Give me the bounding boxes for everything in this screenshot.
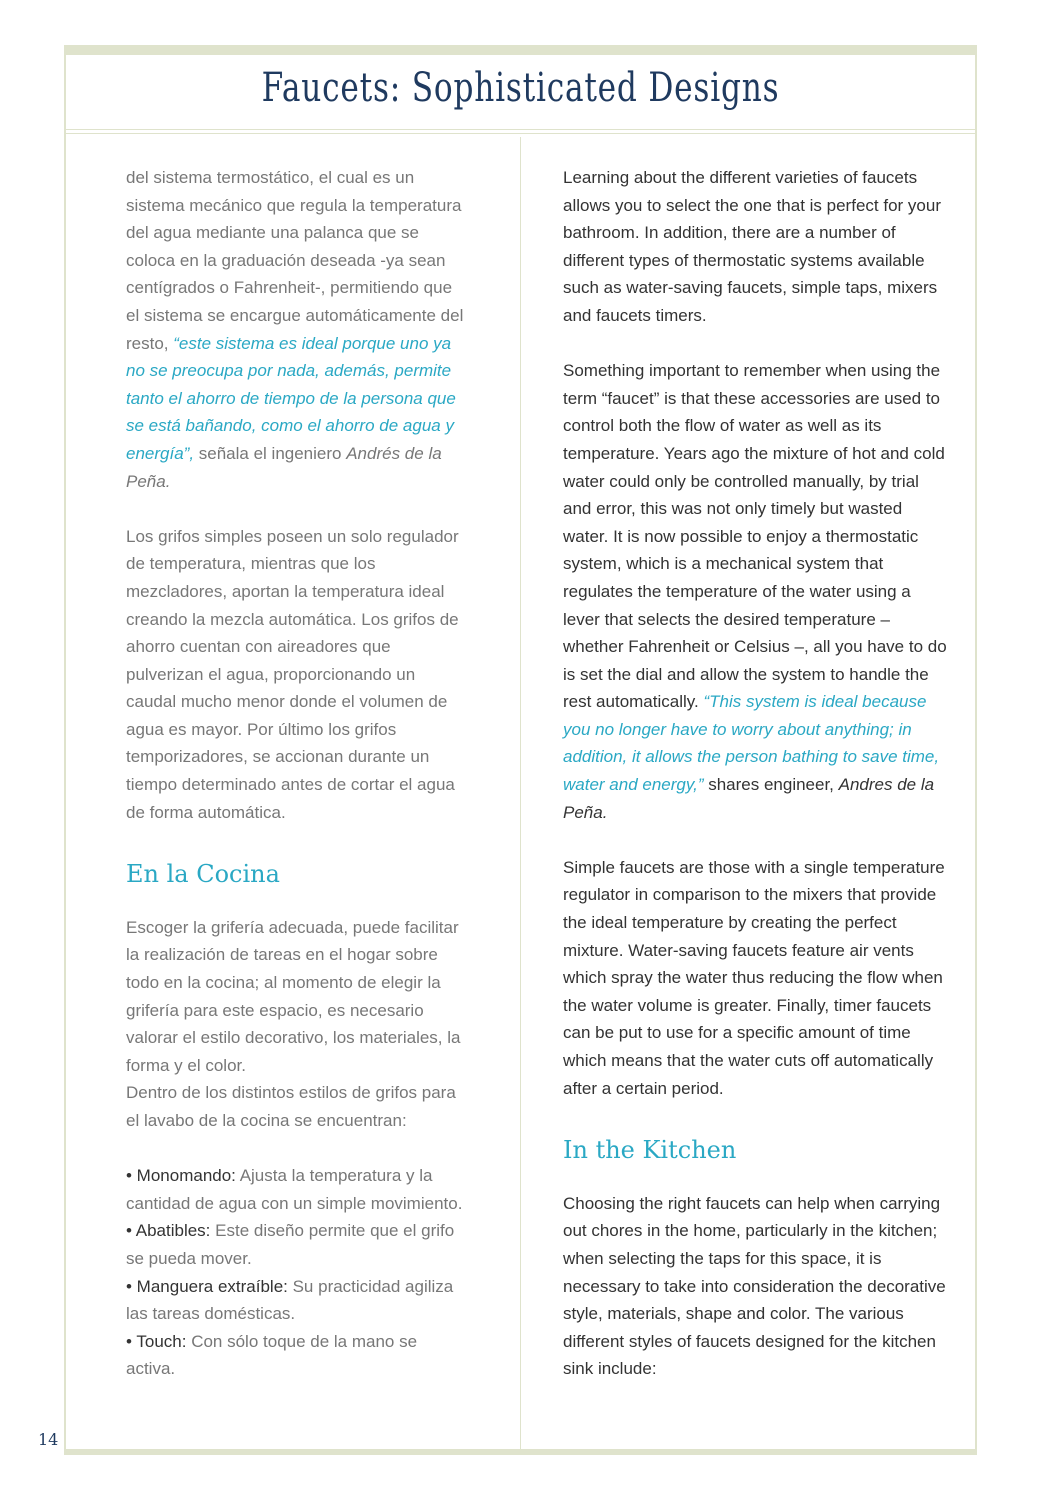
list-item	[126, 1328, 466, 1383]
list-item-desc: Este diseño permite que el grifo se pueda mover.	[126, 1221, 455, 1268]
english-engineer-name: Andres de la Peña.	[563, 775, 935, 822]
spanish-paragraph-1-text: del sistema termostático, el cual es un sistema mecánico que regula la temperatura del agua mediante una palanca que se coloca en la graduación deseada -ya sean centígrados o Fahrenheit-, permitiendo que el sistema se encargue automáticamente del resto,	[126, 168, 464, 353]
list-item-desc: Con sólo toque de la mano se activa.	[126, 1331, 418, 1379]
english-paragraph-4: Choosing the right faucets can help when carrying out chores in the home, particularly in the kitchen; when selecting the taps for this space, it is necessary to take into consideration the decorative style, materials, shape and color. The various different styles of faucets designed for the kitchen sink include:	[563, 1193, 946, 1379]
spanish-quote: “este sistema es ideal porque uno ya no se preocupa por nada, además, permite tanto el ahorro de tiempo de la persona que se está bañando, como el ahorro de agua y energía”,	[126, 333, 456, 463]
spanish-attribution: señala el ingeniero	[194, 443, 347, 463]
english-paragraph-1: Learning about the different varieties of faucets allows you to select the one that is perfect for your bathroom. In addition, there are a number of different types of thermostatic systems available such as water-saving faucets, simple taps, mixers and faucets timers.	[563, 168, 941, 325]
english-paragraph-3: Simple faucets are those with a single temperature regulator in comparison to the mixers that provide the ideal temperature by creating the perfect mixture. Water-saving faucets feature air vents which spray the water thus reducing the flow when the water volume is greater. Finally, timer faucets can be put to use for a specific amount of time which means that the water cuts off automatically after a certain period.	[563, 857, 945, 1098]
spanish-engineer-name: Andrés de la Peña.	[126, 443, 442, 491]
english-quote: “This system is ideal because you no longer have to worry about anything; in addition, it allows the person bathing to save time, water and energy,”	[563, 692, 940, 795]
spanish-column	[126, 164, 466, 1383]
list-item-term: • Touch:	[126, 1331, 187, 1351]
page-title: Faucets: Sophisticated Designs	[261, 65, 780, 111]
english-paragraph-2	[563, 357, 948, 826]
spanish-paragraph-1	[126, 164, 466, 495]
page-number: 14	[38, 1430, 59, 1449]
list-item-desc: Ajusta la temperatura y la cantidad de agua con un simple movimiento.	[126, 1166, 463, 1213]
list-item-term: • Abatibles:	[126, 1221, 211, 1241]
bottom-border-bar	[66, 1449, 975, 1455]
english-column	[563, 164, 948, 1411]
list-item-term: • Monomando:	[126, 1166, 236, 1186]
list-item	[126, 1273, 466, 1328]
spanish-faucet-list	[126, 1162, 466, 1383]
list-item	[126, 1217, 466, 1272]
spanish-paragraph-3b: Dentro de los distintos estilos de grifos para el lavabo de la cocina se encuentran:	[126, 1083, 456, 1130]
spanish-heading-kitchen: En la Cocina	[126, 859, 280, 888]
list-item	[126, 1162, 466, 1217]
list-item-term: • Manguera extraíble:	[126, 1276, 288, 1296]
page-frame	[64, 45, 977, 1455]
list-item-desc: Su practicidad agiliza las tareas domésticas.	[126, 1276, 454, 1324]
english-heading-kitchen: In the Kitchen	[563, 1135, 737, 1164]
title-divider	[66, 129, 975, 134]
spanish-paragraph-3	[126, 914, 466, 1135]
top-border-bar	[66, 45, 975, 55]
spanish-paragraph-3a: Escoger la grifería adecuada, puede facilitar la realización de tareas en el hogar sobre todo en la cocina; al momento de elegir la grifería para este espacio, es necesario valorar el estilo decorativo, los materiales, la forma y el color.	[126, 917, 461, 1075]
english-attribution: shares engineer,	[703, 775, 839, 795]
english-paragraph-2-text: Something important to remember when using the term “faucet” is that these accessories are used to control both the flow of water as well as its temperature. Years ago the mixture of hot and cold water could only be controlled manually, by trial and error, this was not only timely but wasted water. It is now possible to enjoy a thermostatic system, which is a mechanical system that regulates the temperature of the water using a lever that selects the desired temperature – whether Fahrenheit or Celsius –, all you have to do is set the dial and allow the system to handle the rest automatically.	[563, 361, 947, 712]
spanish-paragraph-2: Los grifos simples poseen un solo regulador de temperatura, mientras que los mezcladores, aportan la temperatura ideal creando la mezcla automática. Los grifos de ahorro cuentan con aireadores que pulverizan el agua, proporcionando un caudal mucho menor donde el volumen de agua es mayor. Por último los grifos temporizadores, se accionan durante un tiempo determinado antes de cortar el agua de forma automática.	[126, 526, 459, 822]
column-divider	[520, 137, 521, 1449]
